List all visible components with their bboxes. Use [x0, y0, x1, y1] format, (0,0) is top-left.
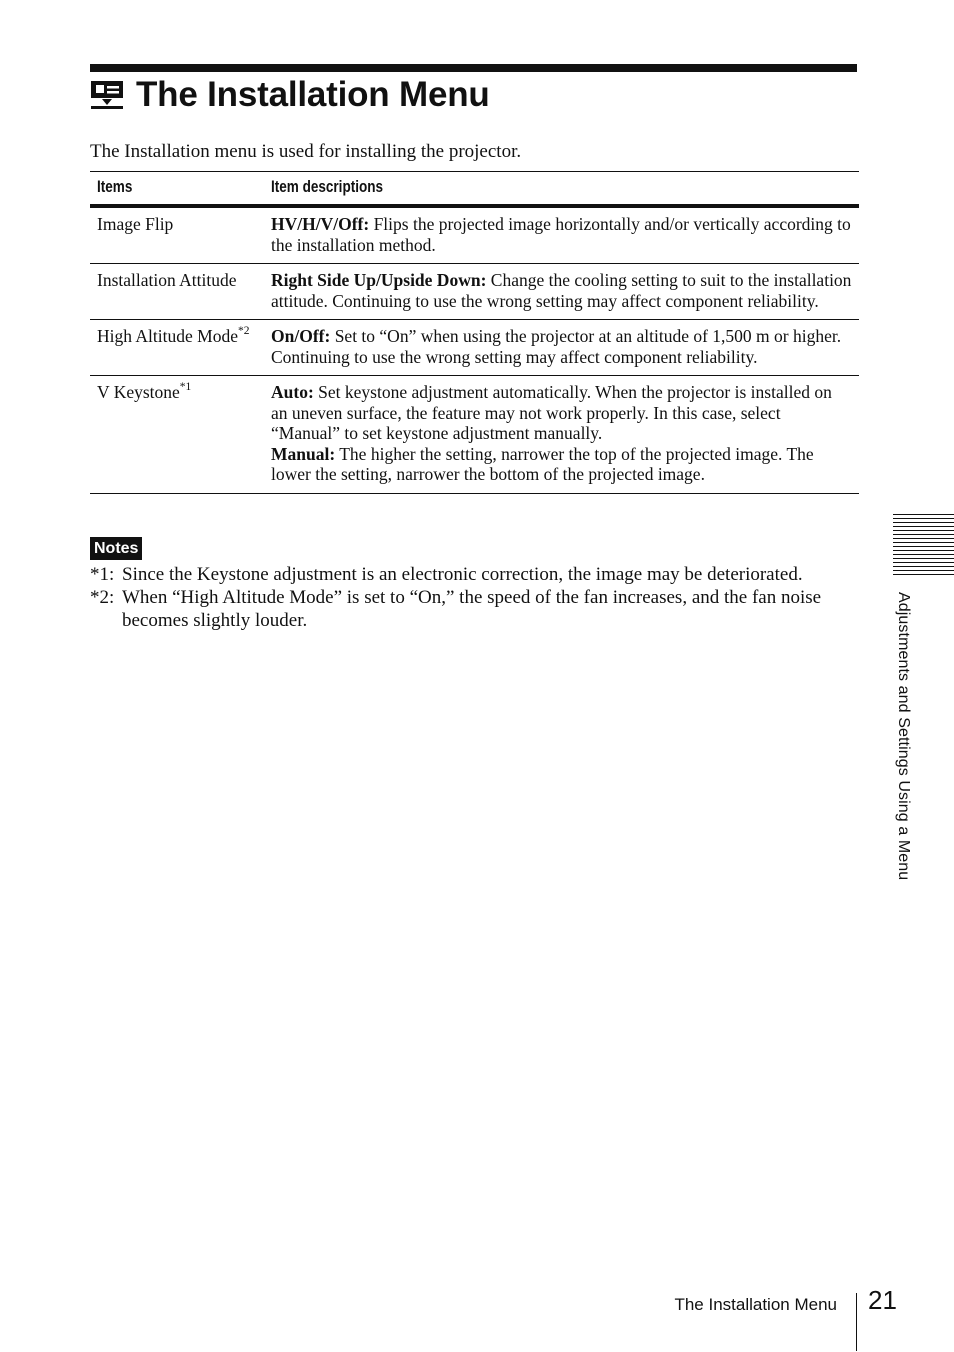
item-description: [264, 376, 859, 494]
notes-badge: Notes: [90, 537, 142, 560]
footnote-ref: *2: [237, 325, 250, 338]
item-name: Image Flip: [90, 206, 264, 264]
column-header-descriptions: Item descriptions: [264, 172, 859, 207]
description-label: HV/H/V/Off:: [271, 214, 370, 234]
page-number: 21: [868, 1285, 897, 1315]
description-text: Set to “On” when using the projector at an altitude of 1,500 m or higher. Continuing to use the wrong setting may affect component reliability.: [271, 326, 842, 367]
description-text: The higher the setting, narrower the top of the projected image. The lower the setting, narrower the bottom of the projected image.: [271, 443, 814, 484]
note-item: [90, 563, 850, 586]
item-description: [264, 206, 859, 264]
item-name: Installation Attitude: [90, 264, 264, 320]
notes-list: [90, 563, 850, 632]
description-label: On/Off:: [271, 326, 331, 346]
note-mark: *2:: [90, 587, 115, 608]
installation-menu-icon: [90, 80, 124, 110]
table-row: [90, 320, 859, 376]
table-header-row: [90, 172, 859, 207]
footer-divider: [856, 1293, 857, 1351]
description-text: Set keystone adjustment automatically. When the projector is installed on an uneven surface, the feature may not work properly. In this case, select “Manual” to set keystone adjustment manually.: [271, 382, 832, 443]
footer-section-title: The Installation Menu: [674, 1295, 837, 1314]
page-title: The Installation Menu: [136, 75, 490, 114]
item-description: [264, 264, 859, 320]
installation-menu-table: [90, 171, 859, 494]
item-name: V Keystone$^{*1}$: [90, 376, 264, 494]
table-row: [90, 206, 859, 264]
table-row: [90, 376, 859, 494]
column-header-items: Items: [90, 172, 264, 207]
item-description: [264, 320, 859, 376]
description-label: Right Side Up/Upside Down:: [271, 270, 487, 290]
section-side-label: Adjustments and Settings Using a Menu: [895, 592, 912, 881]
title-top-rule: [90, 64, 857, 72]
description-label: Manual:: [271, 443, 336, 464]
intro-text: The Installation menu is used for installing the projector.: [90, 141, 522, 162]
table-row: [90, 264, 859, 320]
item-name: High Altitude Mode$^{*2}$: [90, 320, 264, 376]
title-row: [90, 74, 490, 116]
note-text: When “High Altitude Mode” is set to “On,” the speed of the fan increases, and the fan noise becomes slightly louder.: [122, 587, 822, 631]
note-mark: *1:: [90, 564, 115, 585]
section-thumb-index: [893, 514, 954, 578]
description-text: Flips the projected image horizontally and/or vertically according to the installation method.: [271, 214, 851, 255]
description-text: Change the cooling setting to suit to the installation attitude. Continuing to use the wrong setting may affect component reliability.: [271, 270, 852, 311]
description-label: Auto:: [271, 382, 314, 402]
note-text: Since the Keystone adjustment is an electronic correction, the image may be deteriorated.: [122, 564, 803, 585]
note-item: [90, 586, 850, 632]
footnote-ref: *1: [179, 381, 192, 394]
